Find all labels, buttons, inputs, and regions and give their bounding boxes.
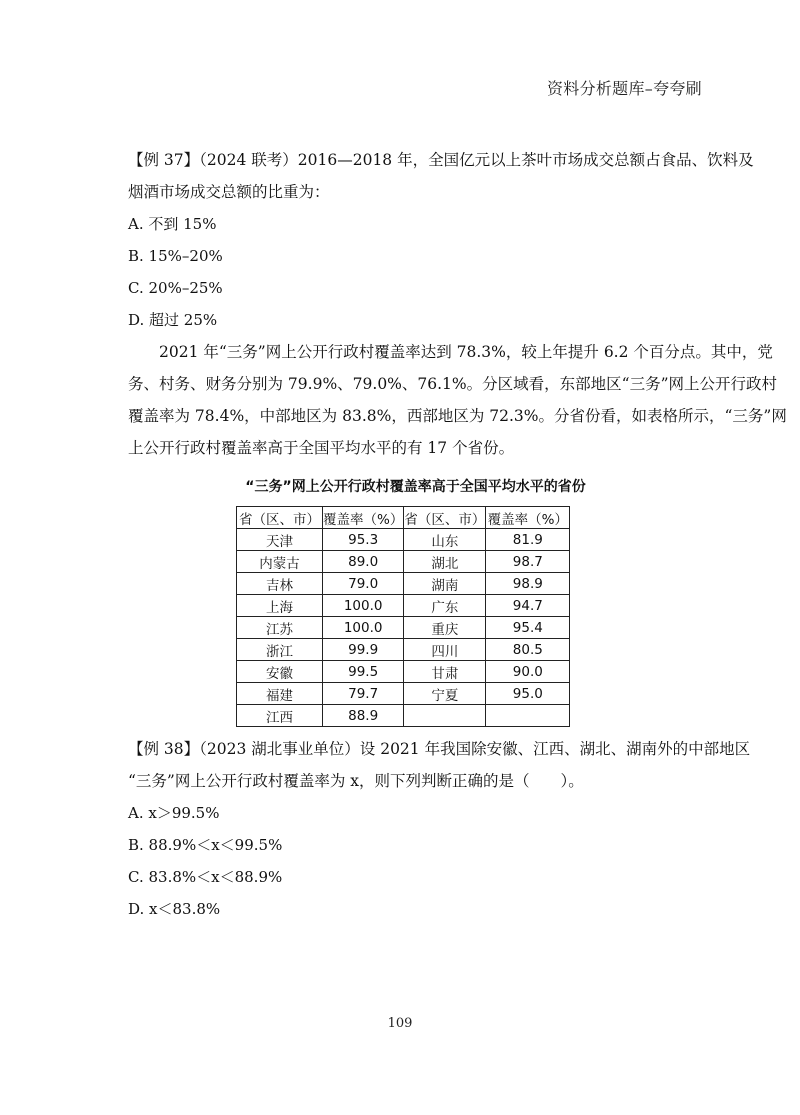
table-cell: 79.0: [323, 573, 404, 595]
material-line-3: 覆盖率为 78.4%，中部地区为 83.8%，西部地区为 72.3%。分省份看，如表格所示，“三务”网: [128, 407, 787, 425]
page-header-title: 资料分析题库–夸夸刷: [546, 79, 702, 98]
table-cell: 内蒙古: [237, 551, 323, 573]
table-cell: 吉林: [237, 573, 323, 595]
table-cell: [486, 705, 570, 727]
question-38-option-b: B. 88.9%＜x＜99.5%: [128, 836, 283, 854]
table-cell: 99.5: [323, 661, 404, 683]
question-38-title-line-1: 【例 38】（2023 湖北事业单位）设 2021 年我国除安徽、江西、湖北、湖南外的中部地区: [128, 740, 751, 758]
table-header-row: [237, 507, 570, 529]
table-header-cell: 省（区、市）: [237, 507, 323, 529]
material-paragraph: [128, 336, 787, 464]
question-37: [128, 144, 754, 336]
table-cell: 宁夏: [404, 683, 486, 705]
table-cell: [404, 705, 486, 727]
table-row: [237, 595, 570, 617]
question-38-title-line-2: “三务”网上公开行政村覆盖率为 x，则下列判断正确的是（ ）。: [128, 772, 584, 790]
table-header-cell: 省（区、市）: [404, 507, 486, 529]
table-header-cell: 覆盖率（%）: [486, 507, 570, 529]
table-cell: 95.4: [486, 617, 570, 639]
table-row: [237, 683, 570, 705]
table-cell: 98.9: [486, 573, 570, 595]
page-content: [128, 144, 787, 925]
table-cell: 甘肃: [404, 661, 486, 683]
coverage-table: [236, 506, 570, 727]
table-row: [237, 639, 570, 661]
material-line-2: 务、村务、财务分别为 79.9%、79.0%、76.1%。分区域看，东部地区“三务”网上公开行政村: [128, 375, 777, 393]
table-cell: 98.7: [486, 551, 570, 573]
table-cell: 重庆: [404, 617, 486, 639]
table-cell: 天津: [237, 529, 323, 551]
question-37-option-b: B. 15%–20%: [128, 247, 223, 265]
question-37-title-line-2: 烟酒市场成交总额的比重为：: [128, 183, 330, 201]
table-cell: 江西: [237, 705, 323, 727]
table-header-cell: 覆盖率（%）: [323, 507, 404, 529]
table-row: [237, 705, 570, 727]
question-37-option-d: D. 超过 25%: [128, 311, 218, 329]
question-37-option-c: C. 20%–25%: [128, 279, 223, 297]
table-cell: 四川: [404, 639, 486, 661]
table-cell: 94.7: [486, 595, 570, 617]
table-row: [237, 551, 570, 573]
table-cell: 80.5: [486, 639, 570, 661]
table-cell: 100.0: [323, 595, 404, 617]
table-cell: 90.0: [486, 661, 570, 683]
question-38: [128, 733, 751, 925]
table-cell: 浙江: [237, 639, 323, 661]
table-cell: 88.9: [323, 705, 404, 727]
table-cell: 100.0: [323, 617, 404, 639]
table-cell: 81.9: [486, 529, 570, 551]
table-cell: 95.0: [486, 683, 570, 705]
question-38-option-d: D. x＜83.8%: [128, 900, 221, 918]
table-title: “三务”网上公开行政村覆盖率高于全国平均水平的省份: [245, 479, 586, 495]
question-38-option-a: A. x＞99.5%: [128, 804, 220, 822]
table-row: [237, 573, 570, 595]
table-cell: 湖北: [404, 551, 486, 573]
table-cell: 广东: [404, 595, 486, 617]
table-cell: 89.0: [323, 551, 404, 573]
table-cell: 山东: [404, 529, 486, 551]
table-cell: 湖南: [404, 573, 486, 595]
table-cell: 上海: [237, 595, 323, 617]
question-38-option-c: C. 83.8%＜x＜88.9%: [128, 868, 283, 886]
page-number: 109: [387, 1016, 413, 1031]
table-cell: 福建: [237, 683, 323, 705]
table-cell: 95.3: [323, 529, 404, 551]
material-line-1: 2021 年“三务”网上公开行政村覆盖率达到 78.3%，较上年提升 6.2 个百分点。其中，党: [159, 343, 773, 361]
table-cell: 安徽: [237, 661, 323, 683]
question-37-title-line-1: 【例 37】（2024 联考）2016—2018 年，全国亿元以上茶叶市场成交总额占食品、饮料及: [128, 151, 754, 169]
table-row: [237, 661, 570, 683]
table-cell: 99.9: [323, 639, 404, 661]
table-row: [237, 617, 570, 639]
table-cell: 79.7: [323, 683, 404, 705]
material-line-4: 上公开行政村覆盖率高于全国平均水平的有 17 个省份。: [128, 439, 515, 457]
table-cell: 江苏: [237, 617, 323, 639]
table-row: [237, 529, 570, 551]
question-37-option-a: A. 不到 15%: [128, 215, 217, 233]
